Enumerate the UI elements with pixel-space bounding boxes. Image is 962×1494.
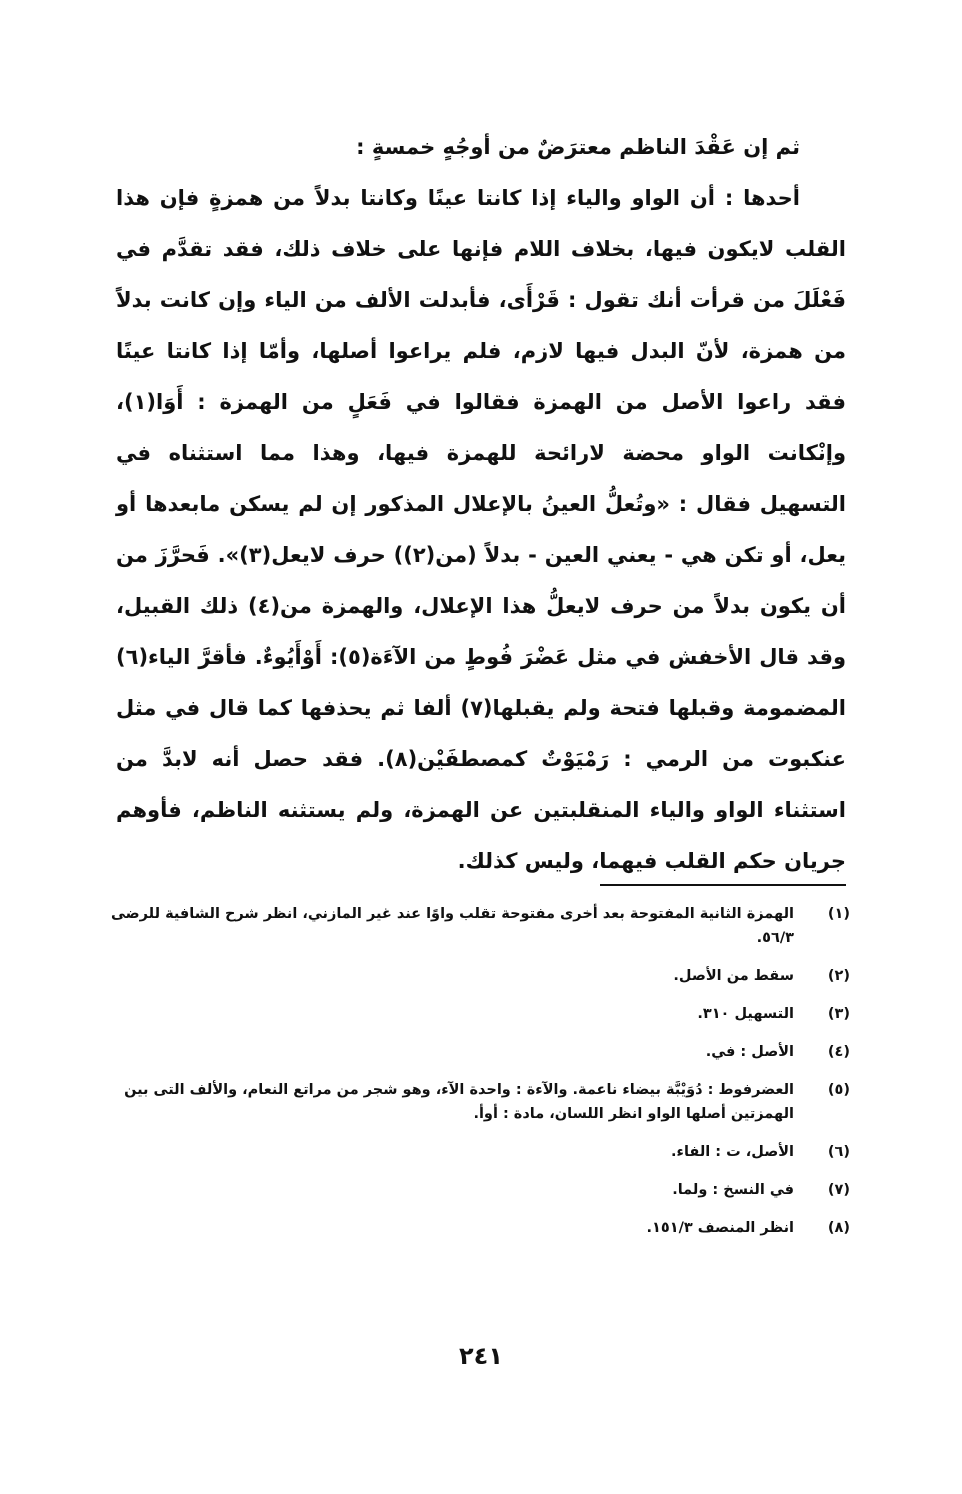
footnote-text: الأصل : في. [705,1044,794,1060]
footnote-text: الهمزة الثانية المفتوحة بعد أخرى مفتوحة تقلب واوًا عند غير المازني، انظر شرح الشافية للرضى ٥٦/٣. [110,906,794,946]
footnote-text: الأصل، ت : الفاء. [671,1144,794,1160]
footnote-number: (٧) [827,1182,850,1198]
footnote-number: (٦) [827,1144,850,1160]
footnote-number: (٣) [827,1006,850,1022]
intro-line: ثم إن عَقْدَ الناظم معترَضٌ من أوجُهٍ خمسةٍ : [356,135,800,159]
footnote-item [110,1078,850,1126]
footnote-text: التسهيل ٣١٠. [697,1006,794,1022]
footnote-number: (٢) [827,968,850,984]
footnote-item [110,902,850,950]
footnote-text: سقط من الأصل. [673,968,794,984]
footnote-item [110,1178,850,1202]
footnote-item [110,1040,850,1064]
footnote-number: (١) [827,906,850,922]
footnote-item [110,1216,850,1240]
footnote-separator [600,884,846,886]
footnote-number: (٥) [827,1082,850,1098]
page-number: ٢٤١ [459,1342,503,1370]
footnote-item [110,964,850,988]
footnote-number: (٤) [827,1044,850,1060]
footnotes [110,902,850,1254]
footnote-text: انظر المنصف ١٥١/٣. [646,1220,794,1236]
footnote-item [110,1002,850,1026]
footnote-number: (٨) [827,1220,850,1236]
footnote-text: العضرفوط : دُوَيْبَّة بيضاء ناعمة. والآءة : واحدة الآء، وهو شجر من مراتع النعام، والألف التى بين الهمزتين أصلها الواو انظر اللسان، مادة : أوأ. [124,1082,794,1122]
footnote-item [110,1140,850,1164]
footnote-text: في النسخ : ولما. [672,1182,794,1198]
main-text [116,122,846,887]
main-paragraph: أحدها : أن الواو والياء إذا كانتا عينًا وكانتا بدلاً من همزةٍ فإن هذا القلب لايكون فيها، بخلاف اللام فإنها على خلاف ذلك، فقد تقدَّم في فَعْلَلَ من قرأت أنك تقول : قَرْأَى، فأبدلت الألف من الياء وإن كانت بدلاً من همزة، لأنّ البدل فيها لازم، فلم يراعوا أصلها، وأمّا إذا كانتا عينًا فقد راعوا الأصل من الهمزة فقالوا في فَعَلٍ من الهمزة : أَوَا(١)، وإنْكانت الواو محضة لارائحة للهمزة فيها، وهذا مما استثناه في التسهيل فقال : «وتُعلُّ العينُ بالإعلال المذكور إن لم يسكن مابعدها أو يعل، أو تكن هي - يعني العين - بدلاً (من(٢)) حرف لايعل(٣)». فَحرَّزَ من أن يكون بدلاً من حرف لايعلُّ هذا الإعلال، والهمزة من(٤) ذلك القبيل، وقد قال الأخفش في مثل عَضْرَ فُوطٍ من الآءَة(٥): أَوْأَيُوءٌ. فأقرَّ الياء(٦) المضمومة وقبلها فتحة ولم يقبلها(٧) ألفا ثم يحذفها كما قال في مثل عنكبوت من الرمي : رَمْيَوْتٌ كمصطفَيْن(٨). فقد حصل أنه لابدَّ من استثناء الواو والياء المنقلبتين عن الهمزة، ولم يستثنه الناظم، فأوهم جريان حكم القلب فيهما، وليس كذلك. [116,186,847,873]
